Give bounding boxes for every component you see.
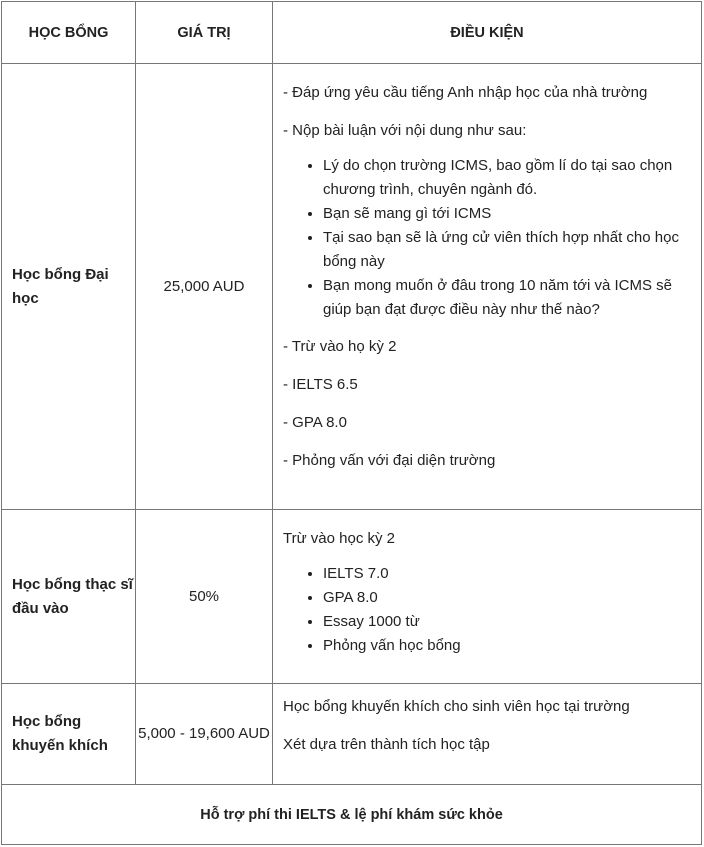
condition-text: - Đáp ứng yêu cầu tiếng Anh nhập học của nhà trường <box>283 84 648 101</box>
list-item: • Tại sao bạn sẽ là ứng cử viên thích hợp nhất cho học bổng này <box>323 226 693 274</box>
header-conditions: ĐIỀU KIỆN <box>273 2 702 64</box>
table-row <box>2 684 702 785</box>
scholarship-conditions <box>273 684 702 785</box>
footer-note: Hỗ trợ phí thi IELTS & lệ phí khám sức khỏe <box>2 785 702 845</box>
list-item: • GPA 8.0 <box>323 586 693 610</box>
condition-text: - Phỏng vấn với đại diện trường <box>283 452 496 469</box>
header-scholarship: HỌC BỔNG <box>2 2 136 64</box>
condition-text: Trừ vào học kỳ 2 <box>283 530 396 547</box>
condition-text: - Trừ vào họ kỳ 2 <box>283 338 397 355</box>
scholarship-value: 5,000 - 19,600 AUD <box>136 684 273 785</box>
condition-text: - GPA 8.0 <box>283 414 347 431</box>
scholarship-value: 50% <box>136 510 273 684</box>
condition-text: - Nộp bài luận với nội dung như sau: <box>283 122 527 139</box>
scholarship-name: Học bổng khuyến khích <box>2 684 136 785</box>
scholarship-name: Học bổng thạc sĩ đầu vào <box>2 510 136 684</box>
scholarship-name: Học bổng Đại học <box>2 64 136 510</box>
condition-text: - IELTS 6.5 <box>283 376 358 393</box>
header-value: GIÁ TRỊ <box>136 2 273 64</box>
list-item: • Phỏng vấn học bổng <box>323 634 693 658</box>
condition-list <box>283 562 693 658</box>
condition-text: Học bổng khuyến khích cho sinh viên học tại trường <box>283 698 630 715</box>
scholarship-conditions <box>273 64 702 510</box>
condition-text: Xét dựa trên thành tích học tập <box>283 736 490 753</box>
footer-row <box>2 785 702 845</box>
table-row <box>2 64 702 510</box>
list-item: • Lý do chọn trường ICMS, bao gồm lí do tại sao chọn chương trình, chuyên ngành đó. <box>323 154 693 202</box>
scholarship-conditions <box>273 510 702 684</box>
condition-list <box>283 154 693 322</box>
scholarship-table <box>1 1 702 845</box>
table-row <box>2 510 702 684</box>
list-item: • Bạn sẽ mang gì tới ICMS <box>323 202 693 226</box>
list-item: • Essay 1000 từ <box>323 610 693 634</box>
list-item: • Bạn mong muốn ở đâu trong 10 năm tới và ICMS sẽ giúp bạn đạt được điều này như thế nào? <box>323 274 693 322</box>
header-row <box>2 2 702 64</box>
list-item: • IELTS 7.0 <box>323 562 693 586</box>
scholarship-value: 25,000 AUD <box>136 64 273 510</box>
